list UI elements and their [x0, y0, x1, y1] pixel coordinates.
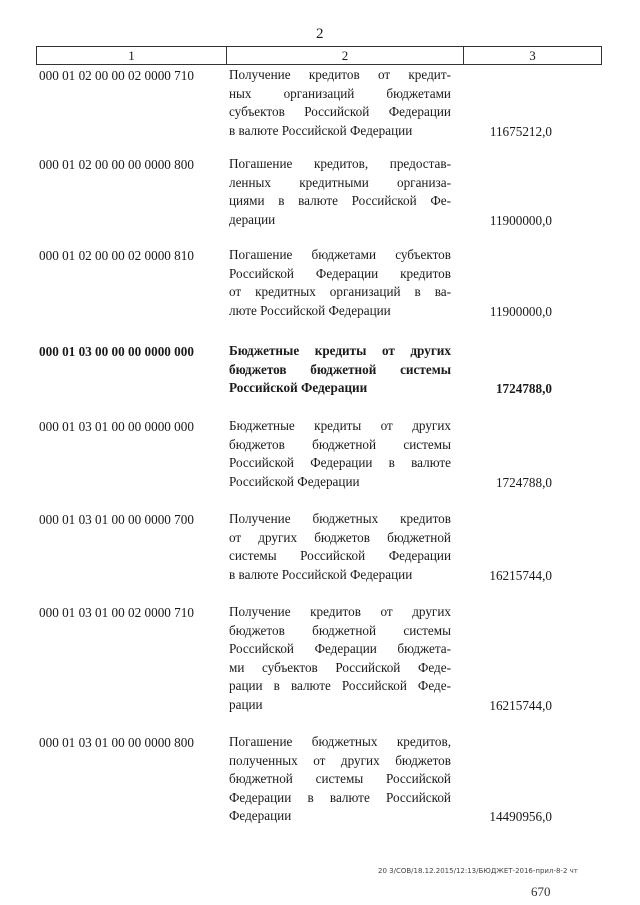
budget-code: 000 01 03 01 00 02 0000 710 — [39, 605, 194, 620]
item-name-line: бюджетной системы Российской — [229, 771, 451, 786]
item-name — [229, 417, 451, 491]
item-name-line: в валюте Российской Федерации — [229, 122, 413, 138]
item-name-line: люте Российской Федерации — [229, 302, 391, 318]
item-name-line: бюджетов бюджетной системы — [229, 622, 451, 638]
budget-code: 000 01 03 00 00 00 0000 000 — [39, 344, 194, 359]
item-name-line: Федерации — [229, 808, 292, 823]
item-name — [229, 603, 451, 714]
item-name-line: Получение кредитов от других — [229, 604, 451, 619]
item-name-line: Российской Федерации бюджета- — [229, 641, 451, 656]
item-name-line: в валюте Российской Федерации — [229, 566, 413, 582]
item-name-line: от кредитных организаций в ва- — [229, 284, 451, 299]
item-name-line: Погашение бюджетами субъектов — [229, 247, 451, 262]
item-name-line: Российской Федерации — [229, 380, 368, 395]
item-name — [229, 342, 451, 398]
item-name-line: Получение бюджетных кредитов — [229, 511, 451, 526]
item-name-line: Бюджетные кредиты от других — [229, 418, 451, 433]
item-name — [229, 66, 451, 140]
budget-code: 000 01 02 00 00 02 0000 710 — [39, 68, 194, 83]
budget-code: 000 01 03 01 00 00 0000 800 — [39, 735, 194, 750]
table-header-row — [36, 46, 602, 65]
amount: 11900000,0 — [489, 212, 552, 228]
item-name-line: ных организаций бюджетами — [229, 85, 451, 101]
item-name-line: от других бюджетов бюджетной — [229, 529, 451, 545]
item-name-line: циями в валюте Российской Фе- — [229, 193, 451, 208]
amount: 14490956,0 — [489, 809, 552, 824]
item-name-line: бюджетов бюджетной системы — [229, 361, 451, 377]
item-name-line: ми субъектов Российской Феде- — [229, 659, 451, 675]
amount: 16215744,0 — [489, 567, 552, 583]
amount: 11900000,0 — [489, 303, 552, 319]
item-name-line: Бюджетные кредиты от других — [229, 343, 451, 358]
item-name-line: Погашение бюджетных кредитов, — [229, 734, 451, 749]
column-header-amount: 3 — [529, 47, 536, 63]
item-name — [229, 733, 451, 826]
page-number-bottom: 670 — [531, 884, 551, 899]
item-name-line: рации — [229, 696, 263, 712]
budget-code: 000 01 03 01 00 00 0000 700 — [39, 512, 194, 527]
amount: 1724788,0 — [495, 474, 552, 490]
item-name-line: Получение кредитов от кредит- — [229, 67, 451, 82]
item-name-line: бюджетов бюджетной системы — [229, 436, 451, 452]
amount: 1724788,0 — [495, 381, 552, 396]
column-header-code: 1 — [37, 47, 227, 64]
item-name-line: Федерации в валюте Российской — [229, 789, 451, 805]
item-name-line: ленных кредитными организа- — [229, 174, 451, 190]
budget-code: 000 01 03 01 00 00 0000 000 — [39, 419, 194, 434]
amount: 11675212,0 — [489, 123, 552, 139]
footer-stamp: 20 3/СОВ/18.12.2015/12:13/БЮДЖЕТ-2016-прил-8-2 чт — [378, 867, 578, 875]
item-name-line: рации в валюте Российской Феде- — [229, 678, 451, 693]
item-name-line: Погашение кредитов, предостав- — [229, 156, 451, 171]
item-name-line: Российской Федерации кредитов — [229, 265, 451, 281]
item-name — [229, 246, 451, 320]
budget-code: 000 01 02 00 00 02 0000 810 — [39, 248, 194, 263]
item-name-line: системы Российской Федерации — [229, 548, 451, 563]
item-name-line: Российской Федерации — [229, 473, 360, 489]
item-name-line: субъектов Российской Федерации — [229, 104, 451, 119]
item-name-line: полученных от других бюджетов — [229, 752, 451, 768]
budget-code: 000 01 02 00 00 00 0000 800 — [39, 157, 194, 172]
item-name-line: Российской Федерации в валюте — [229, 455, 451, 470]
amount: 16215744,0 — [489, 697, 552, 713]
item-name — [229, 510, 451, 584]
item-name — [229, 155, 451, 229]
item-name-line: дерации — [229, 211, 276, 227]
page-number-top: 2 — [316, 26, 324, 42]
column-header-name: 2 — [227, 47, 464, 64]
